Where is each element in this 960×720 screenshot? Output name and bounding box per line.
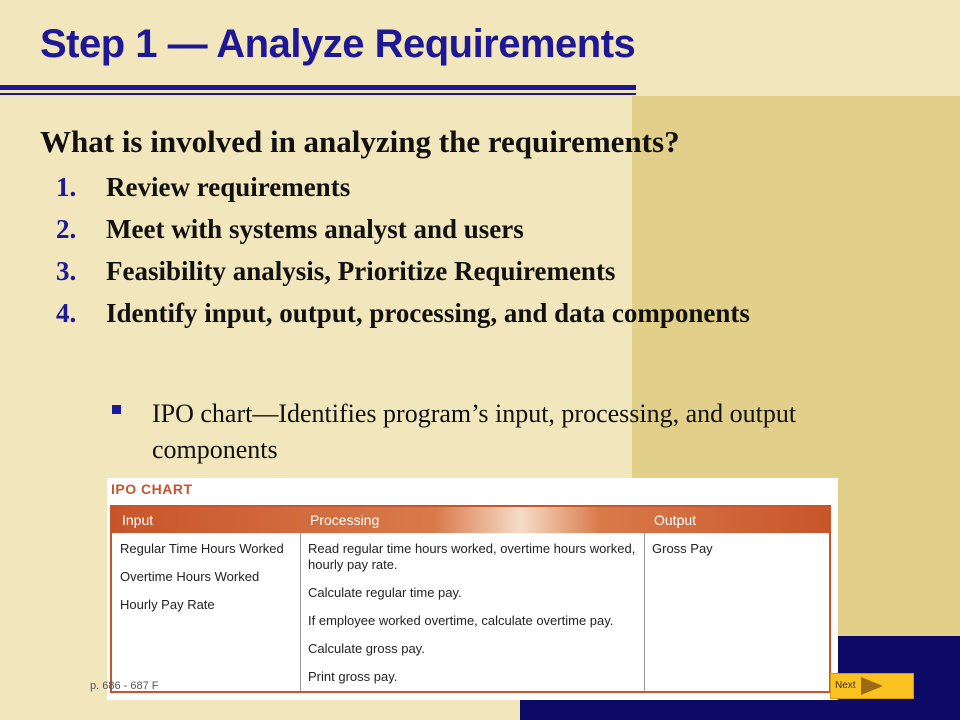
step-item <box>56 172 816 202</box>
step-item <box>56 298 816 328</box>
step-number: 4. <box>56 298 77 328</box>
ipo-chart-figure <box>107 478 838 700</box>
header-output: Output <box>654 512 697 528</box>
sub-bullet <box>112 396 912 468</box>
processing-item: Read regular time hours worked, overtime hours worked, hourly pay rate. <box>308 541 636 572</box>
input-item: Overtime Hours Worked <box>120 569 260 584</box>
step-text: Review requirements <box>106 172 351 202</box>
next-button[interactable] <box>830 673 914 699</box>
processing-item: Calculate regular time pay. <box>308 585 462 600</box>
step-number: 3. <box>56 256 77 286</box>
step-number: 1. <box>56 172 77 202</box>
navy-side-tab <box>936 636 960 720</box>
title-rule <box>0 85 636 90</box>
step-text: Identify input, output, processing, and data components <box>106 298 750 328</box>
processing-column <box>308 541 638 697</box>
ipo-header-row <box>112 507 829 533</box>
step-item <box>56 256 816 286</box>
processing-item: Print gross pay. <box>308 669 398 684</box>
output-item: Gross Pay <box>652 541 713 556</box>
next-arrow-icon <box>861 677 883 695</box>
sub-bullet-text: IPO chart—Identifies program’s input, processing, and output components <box>152 399 797 464</box>
ipo-chart-title: IPO CHART <box>111 481 193 497</box>
column-divider <box>644 533 645 691</box>
output-column <box>652 541 822 569</box>
column-divider <box>300 533 301 691</box>
processing-item: If employee worked overtime, calculate overtime pay. <box>308 613 614 628</box>
square-bullet-icon <box>112 405 121 414</box>
ipo-table <box>110 505 831 693</box>
steps-list <box>56 172 816 340</box>
input-column <box>120 541 296 625</box>
slide-title: Step 1 — Analyze Requirements <box>40 22 636 66</box>
input-item: Hourly Pay Rate <box>120 597 215 612</box>
input-item: Regular Time Hours Worked <box>120 541 284 556</box>
step-text: Feasibility analysis, Prioritize Requirements <box>106 256 616 286</box>
step-number: 2. <box>56 214 77 244</box>
header-input: Input <box>122 512 154 528</box>
title-rule-thin <box>0 93 636 95</box>
next-label: Next <box>835 680 856 691</box>
step-text: Meet with systems analyst and users <box>106 214 524 244</box>
step-item <box>56 214 816 244</box>
question-text: What is involved in analyzing the requirements? <box>40 124 680 159</box>
header-processing: Processing <box>310 512 380 528</box>
processing-item: Calculate gross pay. <box>308 641 425 656</box>
page-reference: p. 686 - 687 F <box>90 680 159 692</box>
